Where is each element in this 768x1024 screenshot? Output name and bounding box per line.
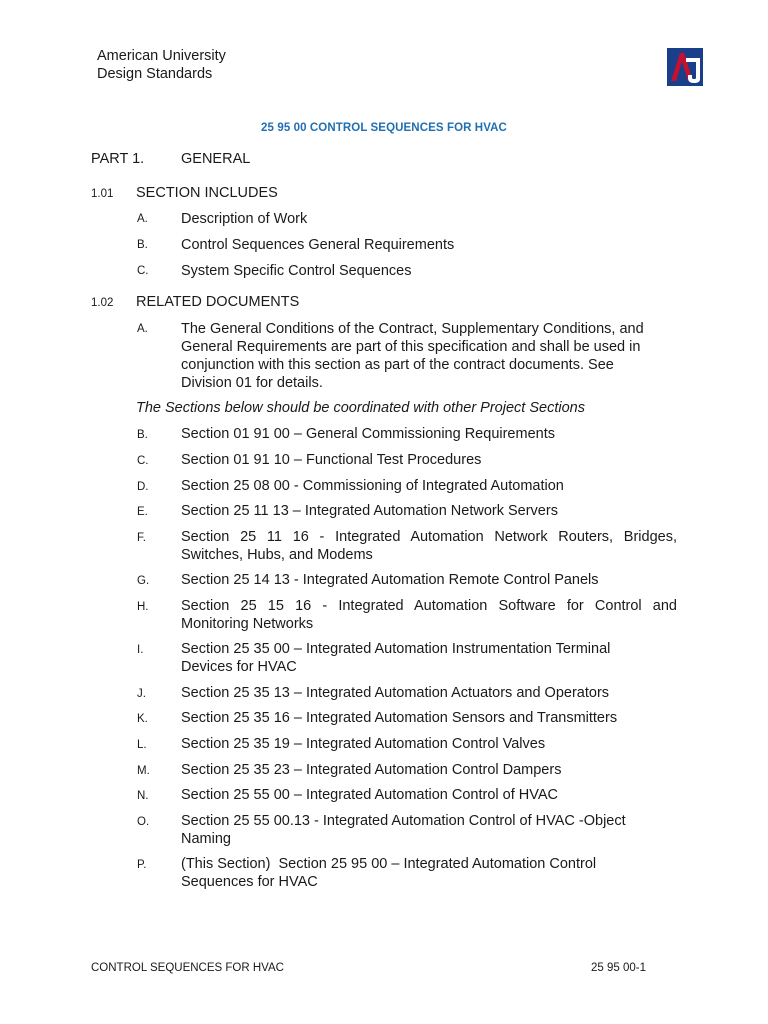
item-text: System Specific Control Sequences [181,263,412,279]
item-letter: G. [137,575,150,587]
item-letter: A. [137,213,148,225]
part-name: GENERAL [181,151,251,167]
related-section: Section 25 14 13 - Integrated Automation Remote Control Panels [181,572,599,588]
item-text: Control Sequences General Requirements [181,237,455,253]
org-name: American University [97,48,226,64]
footer-title: CONTROL SEQUENCES FOR HVAC [91,962,284,974]
item-letter: K. [137,713,148,725]
related-section: Section 25 08 00 - Commissioning of Integrated Automation [181,478,564,494]
american-university-logo [667,48,703,86]
article-number: 1.02 [91,297,114,309]
item-letter: B. [137,239,148,251]
article-heading: RELATED DOCUMENTS [136,294,300,310]
related-section: Section 25 35 19 – Integrated Automation Control Valves [181,736,546,752]
item-letter: C. [137,455,149,467]
item-letter: J. [137,688,146,700]
item-text: The General Conditions of the Contract, Supplementary Conditions, and General Requirements are part of this specification and shall be used in conjunction with this section as part of the contract documents. See Division 01 for details. [181,321,644,391]
item-letter: M. [137,765,150,777]
related-section: Section 01 91 10 – Functional Test Procedures [181,452,482,468]
related-section: Section 01 91 00 – General Commissioning Requirements [181,426,555,442]
item-letter: N. [137,790,149,802]
article-heading: SECTION INCLUDES [136,185,278,201]
page-number: 25 95 00-1 [591,962,646,974]
related-section: Section 25 35 13 – Integrated Automation Actuators and Operators [181,685,610,701]
related-section: Section 25 55 00.13 - Integrated Automation Control of HVAC -Object Naming [181,813,626,847]
related-section: Section 25 35 16 – Integrated Automation Sensors and Transmitters [181,710,618,726]
related-section: Section 25 11 16 - Integrated Automation Network Routers, Bridges, Switches, Hubs, and Modems [181,529,677,563]
item-letter: H. [137,601,149,613]
item-letter: E. [137,506,148,518]
related-section: Section 25 55 00 – Integrated Automation Control of HVAC [181,787,558,803]
item-letter: I. [137,644,144,656]
part-label: PART 1. [91,151,145,167]
related-section: Section 25 35 23 – Integrated Automation Control Dampers [181,762,562,778]
item-letter: O. [137,816,150,828]
document-header [97,47,226,83]
item-letter: P. [137,859,147,871]
item-text: Description of Work [181,211,308,227]
related-section: (This Section) Section 25 95 00 – Integrated Automation Control Sequences for HVAC [181,856,601,890]
coordination-note: The Sections below should be coordinated with other Project Sections [136,400,585,416]
item-letter: C. [137,265,149,277]
related-section: Section 25 11 13 – Integrated Automation Network Servers [181,503,558,519]
org-subtitle: Design Standards [97,66,213,82]
section-title: 25 95 00 CONTROL SEQUENCES FOR HVAC [261,122,507,134]
item-letter: F. [137,532,146,544]
related-section: Section 25 15 16 - Integrated Automation Software for Control and Monitoring Networks [181,598,677,632]
item-letter: B. [137,429,148,441]
item-letter: D. [137,481,149,493]
article-number: 1.01 [91,188,114,200]
related-section: Section 25 35 00 – Integrated Automation Instrumentation Terminal Devices for HVAC [181,641,611,675]
item-letter: A. [137,323,148,335]
item-letter: L. [137,739,147,751]
